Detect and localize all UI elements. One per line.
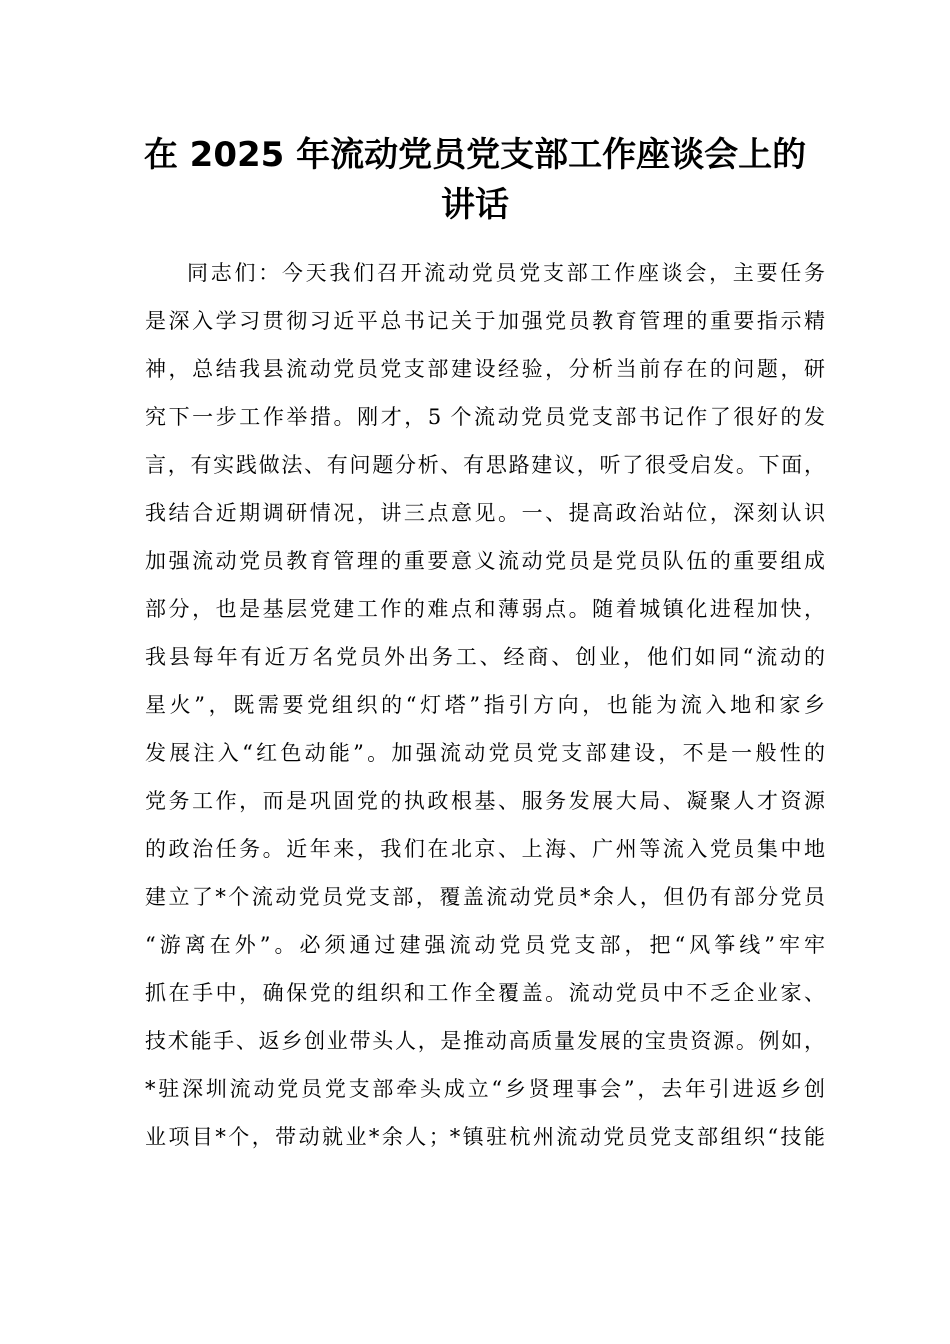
body-line: 党务工作，而是巩固党的执政根基、服务发展大局、凝聚人才资源	[145, 789, 825, 813]
body-line: *驻深圳流动党员党支部牵头成立“乡贤理事会”，去年引进返乡创	[145, 1077, 825, 1101]
body-line: 加强流动党员教育管理的重要意义流动党员是党员队伍的重要组成	[145, 549, 825, 573]
body-line: 业项目*个，带动就业*余人；*镇驻杭州流动党员党支部组织“技能	[145, 1125, 825, 1149]
body-line: 部分，也是基层党建工作的难点和薄弱点。随着城镇化进程加快，	[145, 597, 825, 621]
body-line: 同志们：今天我们召开流动党员党支部工作座谈会，主要任务	[187, 261, 825, 285]
body-line: 神，总结我县流动党员党支部建设经验，分析当前存在的问题，研	[145, 357, 825, 381]
body-line: 我县每年有近万名党员外出务工、经商、创业，他们如同“流动的	[145, 645, 825, 669]
body-line: 我结合近期调研情况，讲三点意见。一、提高政治站位，深刻认识	[145, 501, 825, 525]
body-line: 技术能手、返乡创业带头人，是推动高质量发展的宝贵资源。例如，	[145, 1029, 825, 1053]
body-line: 建立了*个流动党员党支部，覆盖流动党员*余人，但仍有部分党员	[145, 885, 825, 909]
body-line: 究下一步工作举措。刚才，5 个流动党员党支部书记作了很好的发	[145, 405, 825, 429]
body-line: 的政治任务。近年来，我们在北京、上海、广州等流入党员集中地	[145, 837, 825, 861]
body-line: 抓在手中，确保党的组织和工作全覆盖。流动党员中不乏企业家、	[145, 981, 825, 1005]
body-line: 是深入学习贯彻习近平总书记关于加强党员教育管理的重要指示精	[145, 309, 825, 333]
body-line: 言，有实践做法、有问题分析、有思路建议，听了很受启发。下面，	[145, 453, 825, 477]
body-line: “游离在外”。必须通过建强流动党员党支部，把“风筝线”牢牢	[145, 933, 825, 957]
document-title-line-1: 在 2025 年流动党员党支部工作座谈会上的	[143, 135, 807, 175]
document-title-line-2: 讲话	[441, 185, 509, 225]
body-line: 星火”，既需要党组织的“灯塔”指引方向，也能为流入地和家乡	[145, 693, 825, 717]
body-line: 发展注入“红色动能”。加强流动党员党支部建设，不是一般性的	[145, 741, 825, 765]
